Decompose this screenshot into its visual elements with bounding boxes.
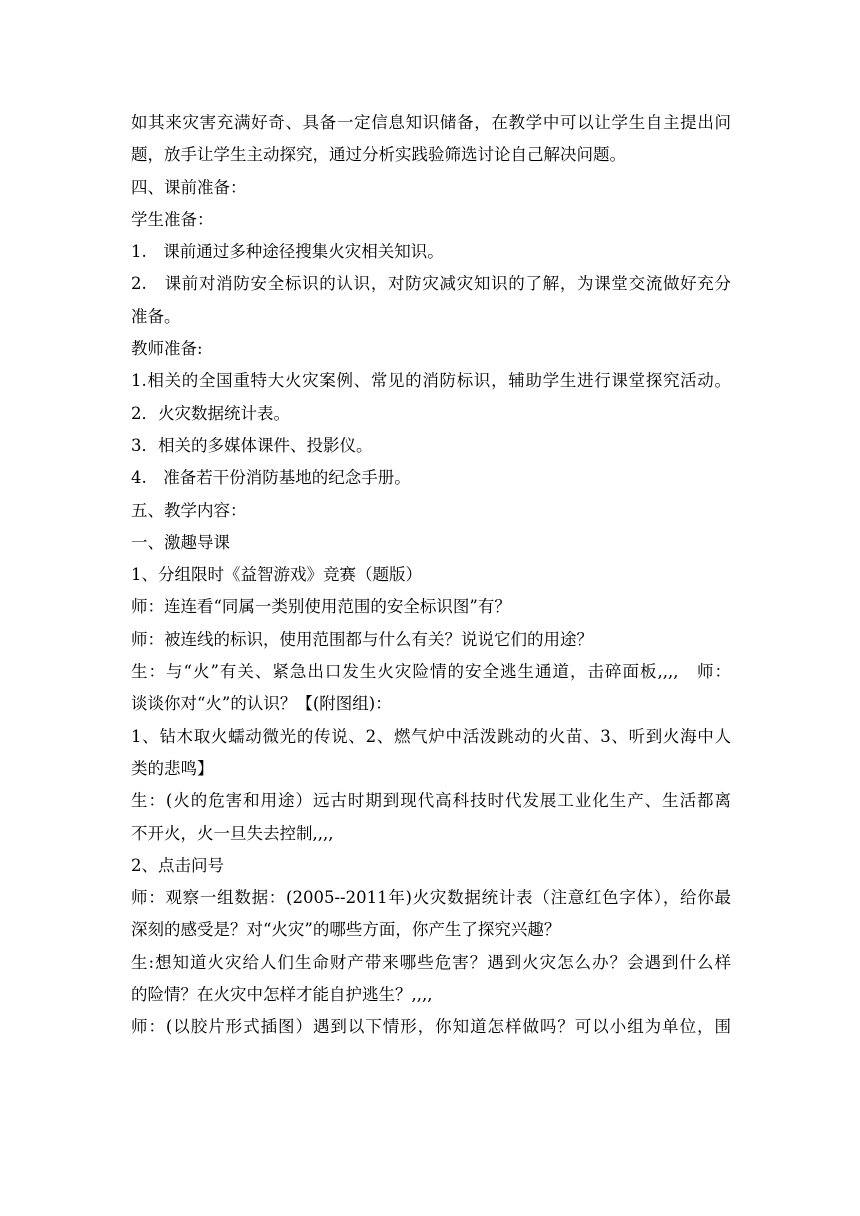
- list-item: 2．火灾数据统计表。: [131, 403, 290, 423]
- list-item: 1.相关的全国重特大火灾案例、常见的消防标识，辅助学生进行课堂探究活动。: [131, 371, 731, 391]
- text-line: 题，放手让学生主动探究，通过分析实践验筛选讨论自己解决问题。: [131, 145, 626, 165]
- text-line: 谈谈你对“火”的认识？【(附图组)：: [131, 694, 392, 714]
- text-line: 生：(火的危害和用途）远古时期到现代高科技时代发展工业化生产、生活都离: [131, 791, 731, 811]
- text-line: 不开火，火一旦失去控制,,,,: [131, 823, 334, 843]
- text-line: 深刻的感受是？对“火灾”的哪些方面，你产生了探究兴趣？: [131, 920, 561, 940]
- section-heading: 五、教学内容：: [131, 500, 247, 520]
- subsection-heading: 一、激趣导课: [131, 532, 230, 552]
- text-line: 师：观察一组数据：(2005--2011年)火灾数据统计表（注意红色字体），给你最: [131, 888, 731, 908]
- list-item: 3．相关的多媒体课件、投影仪。: [131, 435, 373, 455]
- text-line: 师：(以胶片形式插图）遇到以下情形，你知道怎样做吗？可以小组为单位，围: [131, 1017, 731, 1037]
- subsection-heading: 教师准备:: [131, 339, 203, 359]
- text-line: 1、分组限时《益智游戏》竞赛（题版）: [131, 565, 422, 585]
- text-line: 师：连连看“同属一类别使用范围的安全标识图”有？: [131, 597, 511, 617]
- text-line: 类的悲鸣】: [131, 758, 214, 778]
- text-line: 师：被连线的标识，使用范围都与什么有关？说说它们的用途？: [131, 629, 593, 649]
- subsection-heading: 2、点击问号: [131, 855, 224, 875]
- subsection-heading: 学生准备：: [131, 209, 214, 229]
- list-item: 2. 课前对消防安全标识的认识，对防灾减灾知识的了解，为课堂交流做好充分: [131, 274, 731, 294]
- list-item: 1. 课前通过多种途径搜集火灾相关知识。: [131, 242, 444, 262]
- section-heading: 四、课前准备：: [131, 177, 247, 197]
- text-line: 准备。: [131, 306, 181, 326]
- text-line: 生:想知道火灾给人们生命财产带来哪些危害？遇到火灾怎么办？会遇到什么样: [131, 952, 731, 972]
- text-line: 1、钻木取火蠕动微光的传说、2、燃气炉中活泼跳动的火苗、3、听到火海中人: [131, 726, 731, 746]
- text-line: 生：与“火”有关、紧急出口发生火灾险情的安全逃生通道，击碎面板,,,, 师：: [131, 662, 731, 682]
- document-body: [131, 107, 731, 1044]
- text-line: 如其来灾害充满好奇、具备一定信息知识储备，在教学中可以让学生自主提出问: [131, 113, 731, 132]
- text-line: 的险情？在火灾中怎样才能自护逃生？,,,,: [131, 985, 433, 1005]
- list-item: 4. 准备若干份消防基地的纪念手册。: [131, 468, 411, 488]
